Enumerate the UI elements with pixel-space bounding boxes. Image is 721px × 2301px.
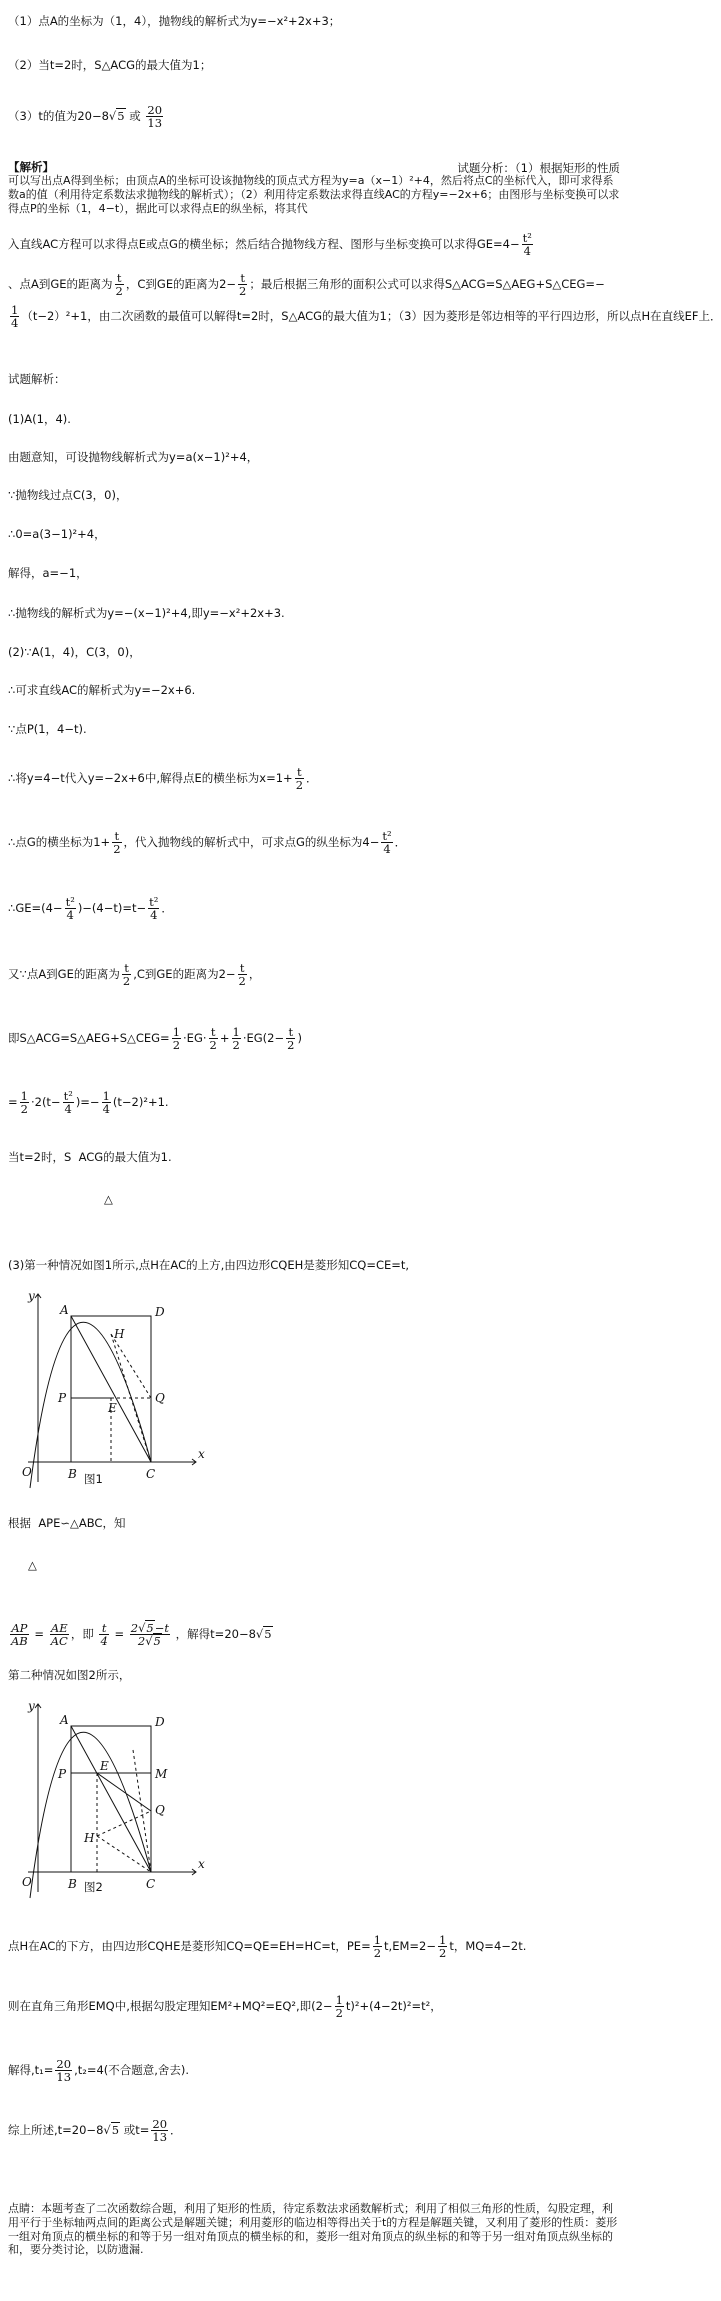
svg-text:B: B bbox=[68, 1877, 77, 1891]
solution-line: ∵点P(1，4−t). bbox=[8, 722, 87, 736]
svg-text:C: C bbox=[146, 1467, 156, 1481]
svg-text:A: A bbox=[60, 1303, 69, 1317]
svg-text:Q: Q bbox=[155, 1803, 165, 1817]
part3-line: 第二种情况如图2所示， bbox=[8, 1668, 131, 1682]
answer-1: （1）点A的坐标为（1，4），抛物线的解析式为y=−x²+2x+3； bbox=[8, 14, 341, 28]
svg-text:B: B bbox=[68, 1467, 77, 1481]
svg-text:O: O bbox=[22, 1875, 32, 1889]
analysis-line-2: 入直线AC方程可以求得点E或点G的横坐标；然后结合抛物线方程、图形与坐标变换可以求得GE=4− $\frac{\text{t²}}{4}$ bbox=[8, 231, 532, 259]
svg-text:D: D bbox=[155, 1715, 165, 1729]
part3-line: 点H在AC的下方，由四边形CQHE是菱形知CQ=QE=EH=HC=t，PE= $\frac{1}{2}$ t,EM=2− $\frac{1}{2}$ t，MQ=4−2t. bbox=[8, 1933, 527, 1961]
solution-head: 试题解析： bbox=[8, 372, 66, 386]
part3-line: 则在直角三角形EMQ中,根据勾股定理知EM²+MQ²=EQ²,即(2− $\frac{1}{2}$ t)²+(4−2t)²=t²， bbox=[8, 1993, 442, 2021]
analysis-line-3: 、点A到GE的距离为 $\frac{t}{2}$ ，C到GE的距离为2− $\frac{t}{2}$ ；最后根据三角形的面积公式可以求得S△ACG=S△AEG+S△CEG=− bbox=[8, 271, 605, 299]
solution-line: = $\frac{1}{2}$ ·2(t− $\frac{\text{t²}}{4}$ )=− $\frac{1}{4}$ (t−2)²+1. bbox=[8, 1089, 169, 1117]
figure-2-caption: 图2 bbox=[84, 1880, 103, 1894]
svg-text:P: P bbox=[58, 1767, 67, 1781]
similarity-equation: $\frac{AP}{AB}$ = $\frac{AE}{AC}$ ，即 $\frac{t}{4}$ = $\frac{2√ 5-t}{2√ 5}$ ，解得t=20−8√ 5 bbox=[8, 1622, 273, 1647]
part3-line: (3)第一种情况如图1所示,点H在AC的上方,由四边形CQEH是菱形知CQ=CE=t, bbox=[8, 1258, 410, 1272]
svg-text:H: H bbox=[114, 1327, 125, 1341]
solution-line: ∴0=a(3−1)²+4， bbox=[8, 527, 106, 541]
solution-line: ∵抛物线过点C(3，0)， bbox=[8, 488, 128, 502]
svg-text:C: C bbox=[146, 1877, 156, 1891]
solution-line: 解得，a=−1， bbox=[8, 566, 88, 580]
svg-text:M: M bbox=[155, 1767, 168, 1781]
analysis-header: 【解析】 bbox=[8, 160, 54, 174]
svg-text:P: P bbox=[58, 1391, 67, 1405]
solution-line: (1)A(1，4). bbox=[8, 412, 71, 426]
solution-line: ∴抛物线的解析式为y=−(x−1)²+4,即y=−x²+2x+3. bbox=[8, 606, 285, 620]
solution-line: ∴GE=(4− $\frac{\text{t²}}{4}$ )−(4−t)=t− $\frac{\text{t²}}{4}$ ． bbox=[8, 895, 173, 923]
fraction: $\frac{20}{13}$ bbox=[147, 103, 163, 131]
svg-text:Q: Q bbox=[155, 1391, 165, 1405]
part3-conclusion: 综上所述,t=20−8√ 5 或t= $\frac{20}{13}$ ． bbox=[8, 2118, 182, 2143]
solution-line: 即S△ACG=S△AEG+S△CEG= $\frac{1}{2}$ ·EG· $\frac{t}{2}$ + $\frac{1}{2}$ ·EG(2− $\frac{t}{2}$ ) bbox=[8, 1025, 302, 1053]
part3-line: 根据 APE∽△ABC，知 bbox=[8, 1516, 126, 1530]
solution-line: 由题意知，可设抛物线解析式为y=a(x−1)²+4， bbox=[8, 450, 259, 464]
part3-line: 解得,t₁= $\frac{20}{13}$ ,t₂=4(不合题意,舍去). bbox=[8, 2057, 190, 2085]
solution-line: (2)∵A(1，4)，C(3，0)， bbox=[8, 645, 141, 659]
answer-2: （2）当t=2时，S△ACG的最大值为1； bbox=[8, 58, 212, 72]
analysis-paragraph-1: 可以写出点A得到坐标；由顶点A的坐标可设该抛物线的顶点式方程为y=a（x−1）²+4，然后将点C的坐标代入，即可求得系数a的值（利用待定系数法求抛物线的解析式）；（2）利用待定系数法求得直线AC的方程y=−2x+6；由图形与坐标变换可以求得点P的坐标（1，4−t），据此可以求得点E的纵坐标，将其代 bbox=[8, 174, 620, 215]
solution-line: ∴点G的横坐标为1+ $\frac{t}{2}$ ，代入抛物线的解析式中，可求点G的纵坐标为4− $\frac{\text{t²}}{4}$ ． bbox=[8, 829, 407, 857]
comment-paragraph: 点睛：本题考查了二次函数综合题，利用了矩形的性质，待定系数法求函数解析式；利用了相似三角形的性质，勾股定理，利用平行于坐标轴两点间的距离公式是解题关键；利用菱形的临边相等得出关于t的方程是解题关键，又利用了菱形的性质：菱形一组对角顶点的横坐标的和等于另一组对角顶点的横坐标的和，菱形一组对角顶点的纵坐标的和等于另一组对角顶点纵坐标的和，要分类讨论，以防遗漏. bbox=[8, 2202, 618, 2257]
analysis-line-4: $\frac{1}{4}$ （t−2）²+1，由二次函数的最值可以解得t=2时，S△ACG的最大值为1；（3）因为菱形是邻边相等的平行四边形，所以点H在直线EF上． bbox=[11, 303, 721, 331]
figure-1 bbox=[8, 1286, 228, 1492]
svg-text:O: O bbox=[22, 1465, 32, 1479]
solution-line: ∴可求直线AC的解析式为y=−2x+6. bbox=[8, 683, 196, 697]
triangle-mark: △ bbox=[28, 1558, 37, 1572]
analysis-lead: 试题分析：（1）根据矩形的性质 bbox=[457, 161, 620, 175]
svg-text:x: x bbox=[198, 1857, 205, 1871]
svg-text:E: E bbox=[100, 1759, 109, 1773]
figure-2 bbox=[8, 1696, 228, 1902]
figure-1-caption: 图1 bbox=[84, 1472, 103, 1486]
solution-line: 又∵点A到GE的距离为 $\frac{t}{2}$ ,C到GE的距离为2− $\frac{t}{2}$ ， bbox=[8, 961, 261, 989]
solution-line: ∴将y=4−t代入y=−2x+6中,解得点E的横坐标为x=1+ $\frac{t}{2}$ ． bbox=[8, 765, 318, 793]
axis-label-y: y bbox=[28, 1289, 35, 1303]
svg-text:H: H bbox=[84, 1831, 95, 1845]
triangle-mark: △ bbox=[104, 1192, 113, 1206]
solution-line: 当t=2时，S ACG的最大值为1. bbox=[8, 1150, 172, 1164]
svg-text:A: A bbox=[60, 1713, 69, 1727]
svg-text:D: D bbox=[155, 1305, 165, 1319]
axis-label-x: x bbox=[198, 1447, 205, 1461]
answer-3: （3）t的值为20−8√ 5 或 $\frac{20}{13}$ bbox=[8, 104, 165, 129]
svg-text:y: y bbox=[28, 1699, 35, 1713]
svg-text:E: E bbox=[108, 1401, 117, 1415]
